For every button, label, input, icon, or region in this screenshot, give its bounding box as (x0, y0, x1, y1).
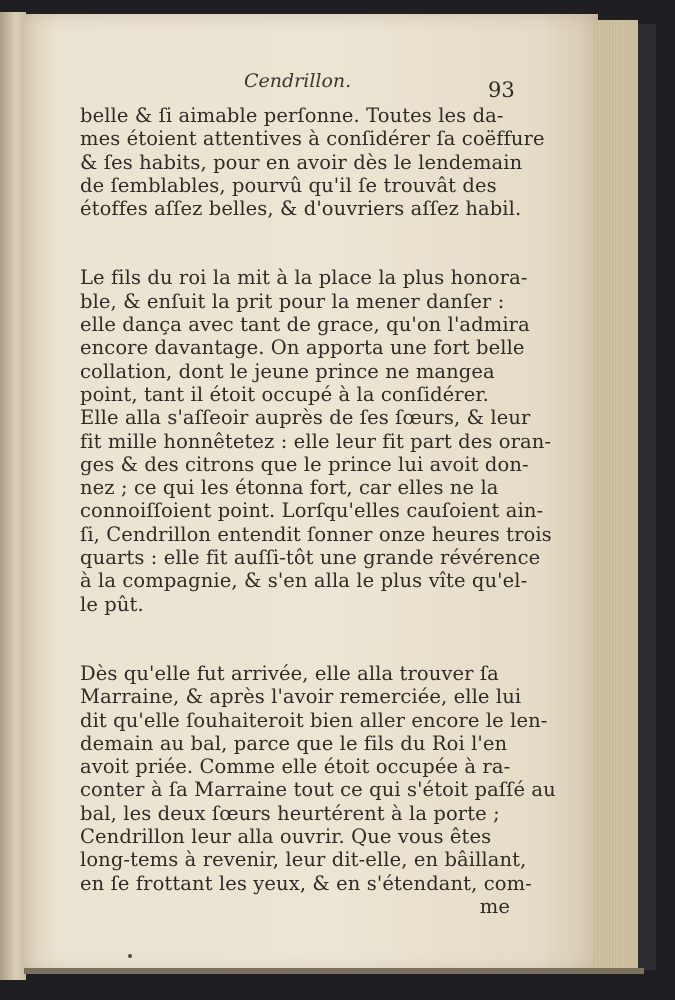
text-line: quarts : elle fit auſſi-tôt une grande révérence (80, 546, 541, 570)
text-line: nez ; ce qui les étonna fort, car elles ne la (80, 476, 499, 500)
paragraph-1 (80, 104, 545, 221)
book-cover-edge (638, 24, 656, 970)
ink-speck (128, 954, 132, 958)
text-line: encore davantage. On apporta une fort belle (80, 336, 525, 360)
paragraph-gap (80, 616, 510, 662)
text-line: & ſes habits, pour en avoir dès le lendemain (80, 150, 523, 174)
text-line: ſi, Cendrillon entendit ſonner onze heures trois (80, 522, 552, 546)
paragraph-gap (80, 220, 510, 266)
text-line: demain au bal, parce que le fils du Roi l'en (80, 731, 508, 755)
paragraph-2 (80, 266, 552, 616)
text-line: ble, & enſuit la prit pour la mener danſer : (80, 289, 505, 313)
text-line: Cendrillon leur alla ouvrir. Que vous êtes (80, 825, 492, 849)
text-line: Dès qu'elle fut arrivée, elle alla trouver ſa (80, 661, 499, 685)
text-line: étoffes aſſez belles, & d'ouvriers aſſez habil. (80, 197, 522, 221)
page-text (80, 104, 556, 918)
running-head: Cendrillon. (244, 70, 352, 92)
catchword: me (479, 894, 510, 918)
text-line: elle dança avec tant de grace, qu'on l'admira (80, 313, 530, 337)
text-line: mes étoient attentives à conſidérer ſa coëffure (80, 127, 545, 151)
text-line: dit qu'elle ſouhaiteroit bien aller encore le len- (80, 708, 548, 732)
text-line: Elle alla s'aſſeoir auprès de ſes ſœurs, & leur (80, 406, 531, 430)
text-line: le pût. (80, 592, 144, 616)
text-line: belle & ſi aimable perſonne. Toutes les da- (80, 104, 504, 127)
page-fore-edge (594, 20, 638, 970)
page-header (24, 70, 598, 106)
text-line: collation, dont le jeune prince ne mangea (80, 359, 495, 383)
text-line: à la compagnie, & s'en alla le plus vîte qu'el- (80, 569, 528, 593)
text-line: Le fils du roi la mit à la place la plus honora- (80, 266, 528, 290)
text-line: fit mille honnêtetez : elle leur fit part des oran- (80, 429, 552, 453)
text-line: bal, les deux ſœurs heurtérent à la porte ; (80, 801, 500, 825)
text-line: conter à ſa Marraine tout ce qui s'étoit paſſé au (80, 778, 556, 802)
text-line: de ſemblables, pourvû qu'il ſe trouvât des (80, 173, 497, 197)
page-number: 93 (488, 78, 515, 102)
text-line: point, tant il étoit occupé à la conſidérer. (80, 382, 489, 406)
paragraph-3 (80, 661, 556, 895)
text-line: connoiſſoient point. Lorſqu'elles cauſoient ain- (80, 499, 544, 523)
page-bottom-edge (24, 968, 644, 974)
left-page-edge (0, 12, 26, 980)
text-line: Marraine, & après l'avoir remerciée, elle lui (80, 685, 522, 709)
text-line: long-tems à revenir, leur dit-elle, en bâillant, (80, 848, 527, 872)
text-line: ges & des citrons que le prince lui avoit don- (80, 452, 529, 476)
text-line: en ſe frottant les yeux, & en s'étendant, com- (80, 871, 532, 895)
text-line: avoit priée. Comme elle étoit occupée à ra- (80, 755, 511, 779)
